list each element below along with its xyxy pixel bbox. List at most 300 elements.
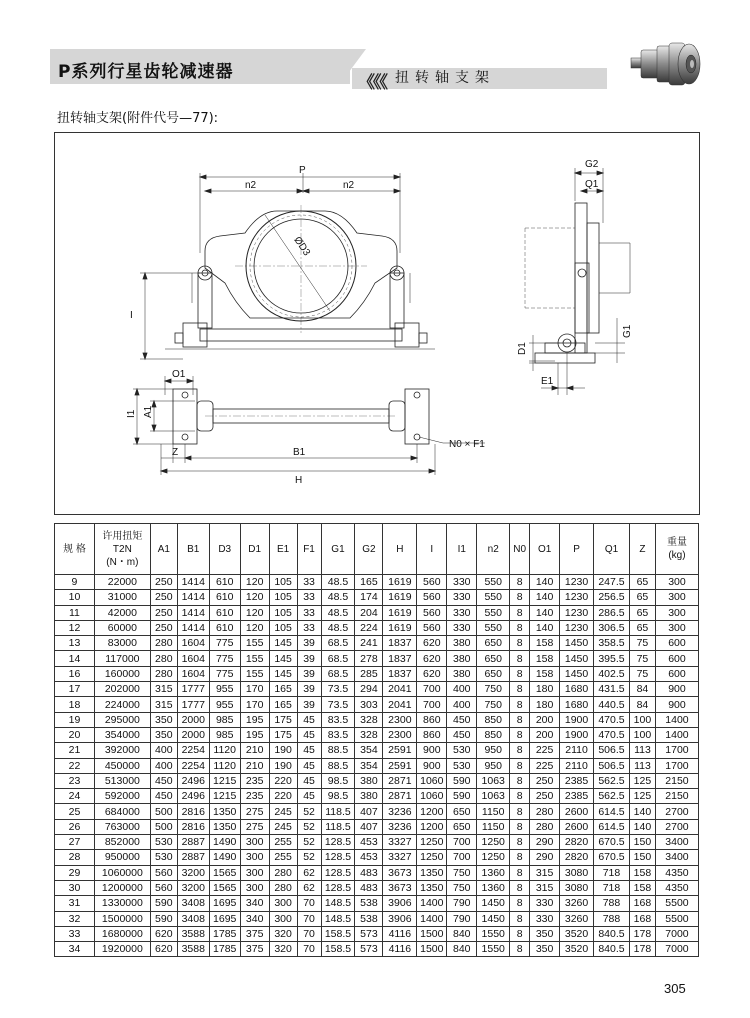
table-cell: 27 <box>55 835 95 850</box>
table-cell: 128.5 <box>321 865 355 880</box>
table-cell: 750 <box>477 697 510 712</box>
table-cell: 1565 <box>209 865 240 880</box>
table-cell: 560 <box>417 620 447 635</box>
table-cell: 28 <box>55 850 95 865</box>
table-cell: 200 <box>530 712 560 727</box>
table-cell: 1414 <box>177 605 209 620</box>
table-cell: 1619 <box>383 575 417 590</box>
table-cell: 1550 <box>477 942 510 957</box>
dim-label-I1: I1 <box>126 409 137 418</box>
table-cell: 380 <box>355 789 383 804</box>
table-cell: 1490 <box>209 835 240 850</box>
table-body <box>55 575 699 957</box>
table-cell: 1120 <box>209 758 240 773</box>
table-cell: 18 <box>55 697 95 712</box>
table-cell: 1680 <box>560 682 594 697</box>
dim-label-H: H <box>295 475 303 486</box>
table-cell: 8 <box>510 620 530 635</box>
table-cell: 400 <box>150 758 177 773</box>
table-cell: 255 <box>269 835 297 850</box>
table-cell: 168 <box>629 911 655 926</box>
table-cell: 620 <box>150 926 177 941</box>
column-header-D1 <box>240 524 269 575</box>
table-cell: 65 <box>629 605 655 620</box>
column-header-label: B1 <box>187 543 200 555</box>
table-cell: 600 <box>655 651 698 666</box>
table-cell: 1490 <box>209 850 240 865</box>
table-cell: 2110 <box>560 758 594 773</box>
table-cell: 900 <box>417 743 447 758</box>
dim-label-n2-right: n2 <box>343 180 355 191</box>
table-cell: 1400 <box>655 712 698 727</box>
table-cell: 8 <box>510 896 530 911</box>
table-cell: 358.5 <box>594 636 630 651</box>
table-cell: 670.5 <box>594 835 630 850</box>
table-cell: 4116 <box>383 942 417 957</box>
table-cell: 70 <box>297 926 321 941</box>
table-cell: 128.5 <box>321 850 355 865</box>
column-header-label: H <box>396 543 404 555</box>
table-cell: 1604 <box>177 666 209 681</box>
table-cell: 775 <box>209 666 240 681</box>
table-cell: 45 <box>297 773 321 788</box>
table-cell: 1250 <box>417 850 447 865</box>
table-cell: 34 <box>55 942 95 957</box>
table-cell: 350 <box>530 926 560 941</box>
table-cell: 840 <box>447 942 477 957</box>
table-cell: 402.5 <box>594 666 630 681</box>
table-cell: 354 <box>355 743 383 758</box>
column-header-label: (kg) <box>668 550 686 561</box>
table-cell: 560 <box>417 605 447 620</box>
table-cell: 118.5 <box>321 819 355 834</box>
table-cell: 2816 <box>177 819 209 834</box>
table-cell: 100 <box>629 727 655 742</box>
table-cell: 431.5 <box>594 682 630 697</box>
table-cell: 75 <box>629 666 655 681</box>
table-cell: 620 <box>417 666 447 681</box>
table-cell: 22000 <box>94 575 150 590</box>
table-cell: 1250 <box>477 835 510 850</box>
table-cell: 850 <box>477 712 510 727</box>
table-cell: 245 <box>269 819 297 834</box>
table-row <box>55 773 699 788</box>
table-cell: 8 <box>510 942 530 957</box>
table-cell: 1900 <box>560 727 594 742</box>
table-cell: 2820 <box>560 850 594 865</box>
table-row <box>55 942 699 957</box>
table-cell: 3327 <box>383 850 417 865</box>
table-cell: 21 <box>55 743 95 758</box>
table-cell: 3408 <box>177 911 209 926</box>
table-cell: 10 <box>55 590 95 605</box>
table-row <box>55 789 699 804</box>
table-cell: 2300 <box>383 712 417 727</box>
table-cell: 1360 <box>477 865 510 880</box>
table-cell: 241 <box>355 636 383 651</box>
column-header-label: A1 <box>157 543 170 555</box>
table-cell: 1604 <box>177 636 209 651</box>
table-cell: 614.5 <box>594 804 630 819</box>
table-cell: 70 <box>297 896 321 911</box>
table-cell: 2254 <box>177 758 209 773</box>
table-cell: 985 <box>209 712 240 727</box>
dim-label-G2: G2 <box>585 159 599 170</box>
table-cell: 178 <box>629 926 655 941</box>
table-cell: 300 <box>269 896 297 911</box>
table-cell: 17 <box>55 682 95 697</box>
table-cell: 39 <box>297 651 321 666</box>
table-cell: 3400 <box>655 835 698 850</box>
table-cell: 2300 <box>383 727 417 742</box>
column-header-label: F1 <box>303 543 315 555</box>
table-cell: 610 <box>209 575 240 590</box>
table-cell: 590 <box>447 773 477 788</box>
dim-label-G1: G1 <box>622 324 633 338</box>
table-cell: 290 <box>530 835 560 850</box>
table-cell: 118.5 <box>321 804 355 819</box>
table-cell: 155 <box>240 651 269 666</box>
dim-label-N0F1: N0 × F1 <box>449 439 485 450</box>
column-header-label: T2N <box>112 543 132 555</box>
table-cell: 315 <box>530 865 560 880</box>
table-cell: 300 <box>655 620 698 635</box>
table-cell: 750 <box>447 880 477 895</box>
table-cell: 3200 <box>177 880 209 895</box>
table-cell: 158.5 <box>321 926 355 941</box>
table-cell: 285 <box>355 666 383 681</box>
table-cell: 22 <box>55 758 95 773</box>
dim-label-O1: O1 <box>172 369 186 380</box>
table-cell: 13 <box>55 636 95 651</box>
table-row <box>55 636 699 651</box>
table-cell: 300 <box>240 865 269 880</box>
column-header-label: 规 格 <box>63 543 86 555</box>
table-cell: 1500 <box>417 942 447 957</box>
table-cell: 650 <box>447 819 477 834</box>
table-cell: 573 <box>355 942 383 957</box>
table-cell: 3080 <box>560 865 594 880</box>
column-header-Q1 <box>594 524 630 575</box>
table-cell: 900 <box>655 682 698 697</box>
table-cell: 1680000 <box>94 926 150 941</box>
table-cell: 286.5 <box>594 605 630 620</box>
table-cell: 650 <box>477 666 510 681</box>
table-cell: 550 <box>477 590 510 605</box>
table-cell: 718 <box>594 880 630 895</box>
table-cell: 23 <box>55 773 95 788</box>
table-cell: 2150 <box>655 789 698 804</box>
table-cell: 145 <box>269 666 297 681</box>
table-cell: 220 <box>269 789 297 804</box>
table-cell: 1200 <box>417 804 447 819</box>
table-cell: 62 <box>297 880 321 895</box>
table-cell: 562.5 <box>594 789 630 804</box>
table-cell: 32 <box>55 911 95 926</box>
table-cell: 2591 <box>383 758 417 773</box>
table-cell: 453 <box>355 850 383 865</box>
column-header-F1 <box>297 524 321 575</box>
table-cell: 900 <box>655 697 698 712</box>
table-cell: 350 <box>150 727 177 742</box>
table-cell: 1920000 <box>94 942 150 957</box>
table-cell: 158 <box>629 865 655 880</box>
table-cell: 174 <box>355 590 383 605</box>
table-cell: 500 <box>150 819 177 834</box>
table-cell: 1250 <box>417 835 447 850</box>
table-cell: 538 <box>355 896 383 911</box>
table-cell: 128.5 <box>321 835 355 850</box>
table-cell: 8 <box>510 682 530 697</box>
table-cell: 1680 <box>560 697 594 712</box>
table-cell: 562.5 <box>594 773 630 788</box>
table-cell: 117000 <box>94 651 150 666</box>
table-cell: 31 <box>55 896 95 911</box>
table-cell: 280 <box>150 651 177 666</box>
table-cell: 315 <box>530 880 560 895</box>
table-cell: 1063 <box>477 789 510 804</box>
table-cell: 1150 <box>477 804 510 819</box>
table-cell: 1215 <box>209 773 240 788</box>
table-cell: 140 <box>530 590 560 605</box>
table-cell: 3400 <box>655 850 698 865</box>
table-cell: 33 <box>297 590 321 605</box>
table-cell: 73.5 <box>321 682 355 697</box>
table-cell: 165 <box>269 697 297 712</box>
table-cell: 145 <box>269 636 297 651</box>
table-cell: 470.5 <box>594 712 630 727</box>
table-cell: 204 <box>355 605 383 620</box>
table-cell: 2385 <box>560 773 594 788</box>
table-cell: 8 <box>510 911 530 926</box>
table-cell: 330 <box>447 575 477 590</box>
table-cell: 2041 <box>383 682 417 697</box>
table-row <box>55 804 699 819</box>
table-cell: 52 <box>297 804 321 819</box>
table-cell: 3588 <box>177 926 209 941</box>
page-number: 305 <box>664 981 686 996</box>
table-cell: 113 <box>629 758 655 773</box>
table-row <box>55 697 699 712</box>
table-cell: 380 <box>355 773 383 788</box>
table-cell: 294 <box>355 682 383 697</box>
dim-label-B1: B1 <box>293 447 306 458</box>
table-cell: 4350 <box>655 880 698 895</box>
table-cell: 3520 <box>560 926 594 941</box>
table-cell: 560 <box>150 880 177 895</box>
table-cell: 225 <box>530 758 560 773</box>
table-cell: 985 <box>209 727 240 742</box>
table-row <box>55 926 699 941</box>
column-header-spec <box>55 524 95 575</box>
table-cell: 158 <box>530 666 560 681</box>
table-cell: 73.5 <box>321 697 355 712</box>
table-cell: 2871 <box>383 773 417 788</box>
table-cell: 275 <box>240 804 269 819</box>
table-cell: 33 <box>55 926 95 941</box>
table-cell: 650 <box>447 804 477 819</box>
column-header-n2 <box>477 524 510 575</box>
table-cell: 105 <box>269 605 297 620</box>
table-cell: 39 <box>297 666 321 681</box>
table-cell: 33 <box>297 605 321 620</box>
table-cell: 614.5 <box>594 819 630 834</box>
column-header-G1 <box>321 524 355 575</box>
table-cell: 1150 <box>477 819 510 834</box>
column-header-P <box>560 524 594 575</box>
table-cell: 2385 <box>560 789 594 804</box>
table-cell: 280 <box>530 804 560 819</box>
column-header-I <box>417 524 447 575</box>
table-cell: 1063 <box>477 773 510 788</box>
table-row <box>55 727 699 742</box>
table-cell: 506.5 <box>594 758 630 773</box>
column-header-G2 <box>355 524 383 575</box>
table-cell: 350 <box>530 942 560 957</box>
table-cell: 620 <box>150 942 177 957</box>
column-header-D3 <box>209 524 240 575</box>
table-cell: 178 <box>629 942 655 957</box>
table-cell: 1060 <box>417 773 447 788</box>
table-cell: 88.5 <box>321 743 355 758</box>
table-cell: 1604 <box>177 651 209 666</box>
table-cell: 48.5 <box>321 605 355 620</box>
table-cell: 5500 <box>655 911 698 926</box>
table-cell: 315 <box>150 697 177 712</box>
table-cell: 530 <box>447 743 477 758</box>
table-cell: 2871 <box>383 789 417 804</box>
table-cell: 330 <box>447 605 477 620</box>
table-cell: 1785 <box>209 926 240 941</box>
table-cell: 7000 <box>655 926 698 941</box>
table-cell: 750 <box>477 682 510 697</box>
table-cell: 3080 <box>560 880 594 895</box>
table-cell: 33 <box>297 620 321 635</box>
dim-label-Q1: Q1 <box>585 179 599 190</box>
table-cell: 120 <box>240 575 269 590</box>
table-cell: 8 <box>510 605 530 620</box>
table-cell: 354 <box>355 758 383 773</box>
table-cell: 52 <box>297 819 321 834</box>
table-row <box>55 651 699 666</box>
table-cell: 330 <box>447 590 477 605</box>
table-cell: 3588 <box>177 942 209 957</box>
table-cell: 1360 <box>477 880 510 895</box>
table-cell: 195 <box>240 727 269 742</box>
table-cell: 1565 <box>209 880 240 895</box>
table-row <box>55 743 699 758</box>
table-cell: 718 <box>594 865 630 880</box>
table-cell: 400 <box>447 682 477 697</box>
table-cell: 330 <box>530 896 560 911</box>
table-cell: 300 <box>240 850 269 865</box>
table-cell: 140 <box>629 819 655 834</box>
table-cell: 8 <box>510 819 530 834</box>
table-cell: 39 <box>297 697 321 712</box>
table-cell: 65 <box>629 575 655 590</box>
table-cell: 483 <box>355 880 383 895</box>
table-cell: 62 <box>297 865 321 880</box>
table-row <box>55 865 699 880</box>
table-cell: 30 <box>55 880 95 895</box>
table-cell: 573 <box>355 926 383 941</box>
side-view <box>525 168 630 395</box>
table-cell: 450 <box>150 789 177 804</box>
table-cell: 300 <box>240 880 269 895</box>
table-cell: 98.5 <box>321 773 355 788</box>
table-row <box>55 880 699 895</box>
table-cell: 1200000 <box>94 880 150 895</box>
table-cell: 1450 <box>477 911 510 926</box>
column-header-torque <box>94 524 150 575</box>
table-cell: 70 <box>297 911 321 926</box>
table-cell: 395.5 <box>594 651 630 666</box>
table-cell: 852000 <box>94 835 150 850</box>
table-cell: 1230 <box>560 620 594 635</box>
table-cell: 190 <box>269 758 297 773</box>
table-cell: 590 <box>447 789 477 804</box>
table-cell: 235 <box>240 773 269 788</box>
table-cell: 1837 <box>383 666 417 681</box>
table-cell: 280 <box>269 865 297 880</box>
table-cell: 11 <box>55 605 95 620</box>
table-cell: 3327 <box>383 835 417 850</box>
table-cell: 158.5 <box>321 942 355 957</box>
dim-label-D1: D1 <box>517 342 528 355</box>
table-cell: 450 <box>150 773 177 788</box>
table-cell: 48.5 <box>321 620 355 635</box>
table-cell: 315 <box>150 682 177 697</box>
table-cell: 684000 <box>94 804 150 819</box>
column-header-label: D3 <box>218 543 232 555</box>
table-cell: 500 <box>150 804 177 819</box>
table-cell: 440.5 <box>594 697 630 712</box>
table-cell: 280 <box>269 880 297 895</box>
column-header-label: Z <box>639 543 646 555</box>
table-cell: 600 <box>655 636 698 651</box>
table-cell: 3200 <box>177 865 209 880</box>
table-cell: 790 <box>447 896 477 911</box>
table-cell: 12 <box>55 620 95 635</box>
table-cell: 1230 <box>560 605 594 620</box>
table-header-row <box>55 524 699 575</box>
table-cell: 860 <box>417 712 447 727</box>
table-cell: 190 <box>269 743 297 758</box>
table-cell: 560 <box>417 575 447 590</box>
table-cell: 2600 <box>560 804 594 819</box>
table-cell: 320 <box>269 926 297 941</box>
column-header-label: 重量 <box>666 537 687 548</box>
table-row <box>55 575 699 590</box>
table-cell: 2496 <box>177 773 209 788</box>
spec-table <box>54 523 699 957</box>
dim-label-P: P <box>299 165 306 176</box>
column-header-label: G1 <box>331 543 345 555</box>
table-cell: 4116 <box>383 926 417 941</box>
table-cell: 65 <box>629 590 655 605</box>
table-cell: 330 <box>447 620 477 635</box>
table-cell: 8 <box>510 727 530 742</box>
table-cell: 1060000 <box>94 865 150 880</box>
table-cell: 68.5 <box>321 666 355 681</box>
table-cell: 1414 <box>177 590 209 605</box>
table-cell: 20 <box>55 727 95 742</box>
table-cell: 1400 <box>417 911 447 926</box>
table-cell: 1450 <box>477 896 510 911</box>
column-header-H <box>383 524 417 575</box>
table-cell: 955 <box>209 697 240 712</box>
column-header-B1 <box>177 524 209 575</box>
